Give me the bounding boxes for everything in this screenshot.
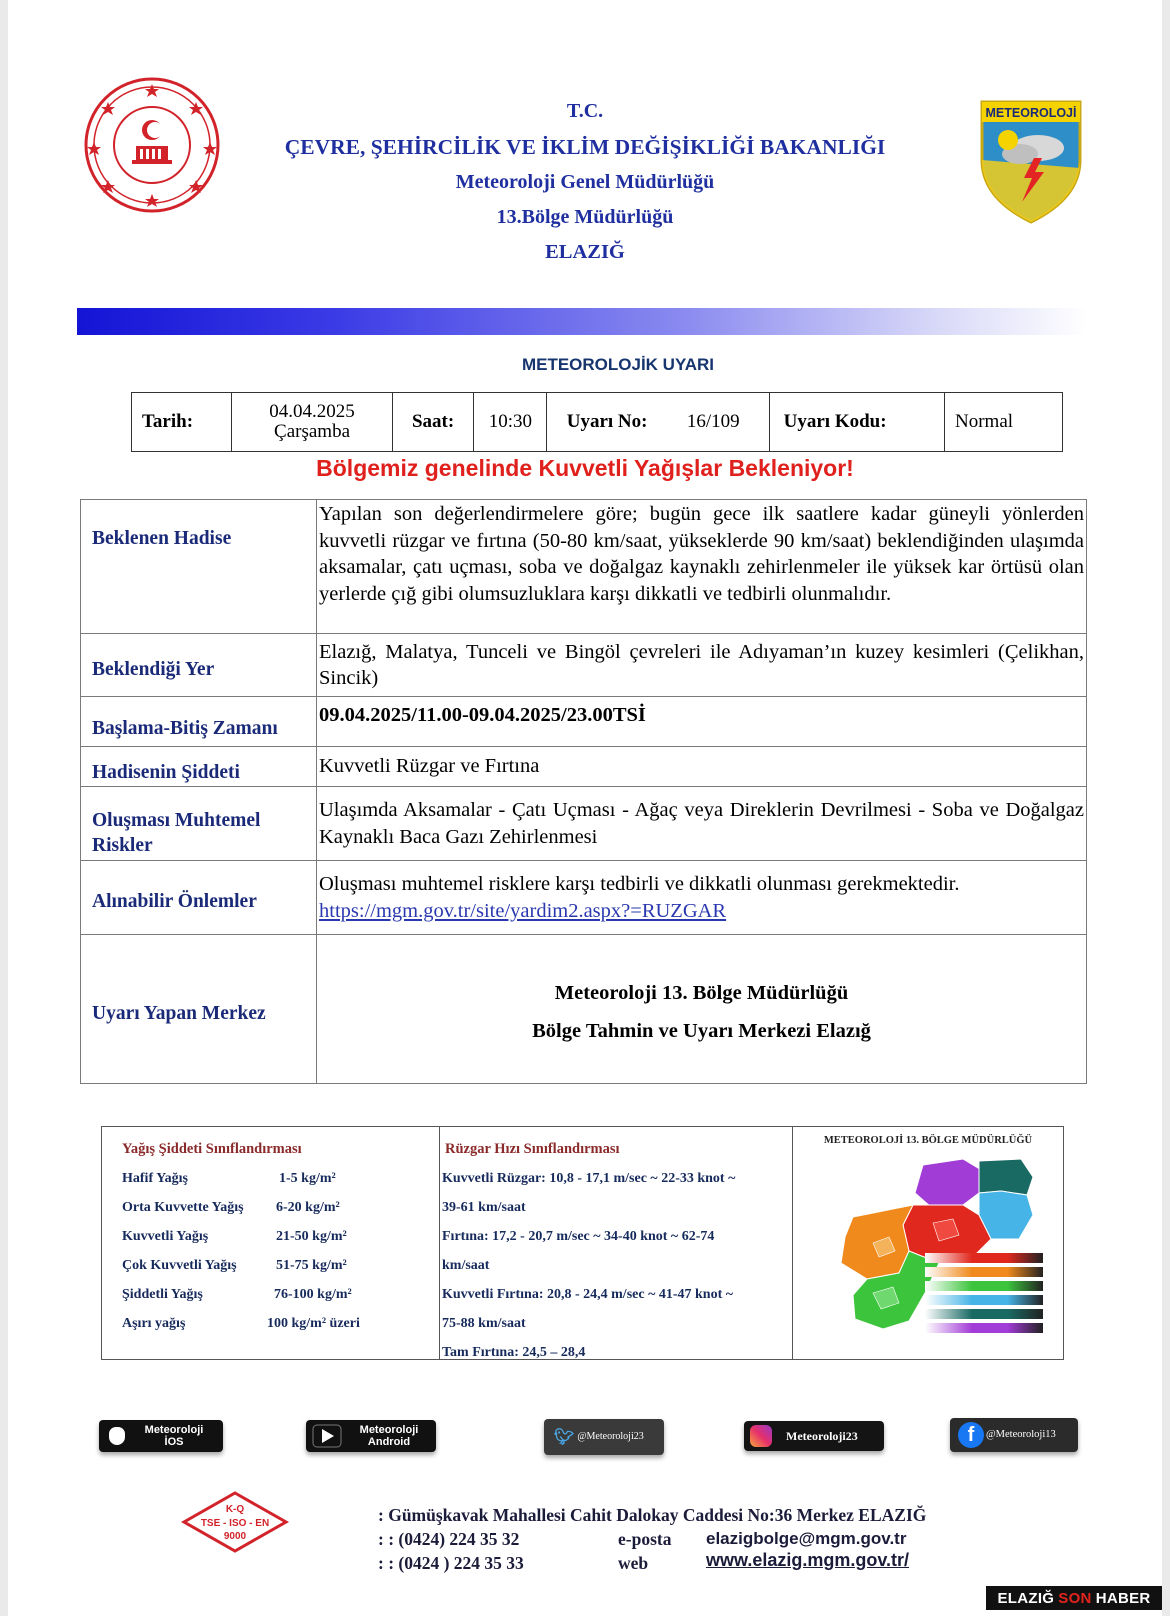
warning-headline: Bölgemiz genelinde Kuvvetli Yağışlar Bekleniyor! bbox=[316, 455, 854, 481]
warning-title: METEOROLOJİK UYARI bbox=[521, 355, 715, 374]
event-label: Beklenen Hadise bbox=[81, 500, 317, 634]
risks-label: Oluşması Muhtemel Riskler bbox=[81, 787, 317, 861]
apple-icon bbox=[109, 1427, 125, 1445]
time-value: 10:30 bbox=[474, 393, 547, 452]
date-value: 04.04.2025 bbox=[269, 401, 355, 422]
twitter-bird-icon: 🐦︎ bbox=[554, 1429, 575, 1446]
center-cell bbox=[317, 935, 1087, 1084]
footer-email-label: e-posta bbox=[618, 1529, 672, 1549]
severity-value: Kuvvetli Rüzgar ve Fırtına bbox=[317, 747, 1087, 787]
rain-row bbox=[122, 1200, 340, 1216]
google-play-icon bbox=[312, 1424, 342, 1448]
instagram-badge[interactable] bbox=[744, 1421, 884, 1451]
legend-bar bbox=[925, 1281, 1043, 1291]
legend-bar bbox=[925, 1323, 1043, 1333]
header-gradient-bar bbox=[77, 308, 1087, 335]
table-row bbox=[81, 935, 1087, 1084]
warning-no-value: 16/109 bbox=[667, 393, 769, 452]
footer-address: : Gümüşkavak Mahallesi Cahit Dalokay Caddesi No:36 Merkez ELAZIĞ bbox=[378, 1505, 927, 1525]
center-label: Uyarı Yapan Merkez bbox=[81, 935, 317, 1084]
rain-row bbox=[122, 1287, 352, 1303]
header-tc: T.C. bbox=[566, 100, 604, 122]
table-row bbox=[81, 787, 1087, 861]
classification-box bbox=[101, 1126, 1064, 1360]
badge-9000: 9000 bbox=[223, 1531, 247, 1542]
legend-bar bbox=[925, 1267, 1043, 1277]
header-directorate: Meteoroloji Genel Müdürlüğü bbox=[455, 171, 715, 193]
rain-row-value: 76-100 kg/m² bbox=[274, 1287, 352, 1302]
warning-no-label: Uyarı No: bbox=[547, 393, 667, 452]
rain-row-value: 21-50 kg/m² bbox=[276, 1229, 347, 1244]
footer-web[interactable]: www.elazig.mgm.gov.tr/ bbox=[706, 1550, 910, 1570]
event-value: Yapılan son değerlendirmelere göre; bugün gece ilk saatlere kadar güneyli yönlerden kuvvetli rüzgar ve fırtına (50-80 km/saat, yükseklerde 90 km/saat) beklendiğinden ulaşımda aksamalar, çatı uçması, soba ve doğalgaz kaynaklı zehirlenmeler ile yüksek kar örtüsü olan yerlerde çığ gibi olumsuzluklara karşı dikkatli ve tedbirli olunmalıdır. bbox=[317, 500, 1087, 634]
wind-line: 75-88 km/saat bbox=[442, 1316, 526, 1331]
center-line1: Meteoroloji 13. Bölge Müdürlüğü bbox=[554, 982, 849, 1004]
rain-row bbox=[122, 1171, 336, 1187]
footer-phone2: : : (0424 ) 224 35 33 bbox=[378, 1553, 524, 1573]
table-row bbox=[81, 747, 1087, 787]
rain-row-name: Orta Kuvvette Yağış bbox=[122, 1200, 244, 1215]
region-map-panel bbox=[793, 1127, 1063, 1359]
meteoroloji-logo-icon bbox=[978, 98, 1084, 224]
ios-badge-line2: İOS bbox=[164, 1436, 184, 1448]
instagram-icon bbox=[750, 1425, 772, 1447]
map-legend bbox=[925, 1253, 1043, 1337]
footer-web-label: web bbox=[618, 1553, 649, 1573]
measures-label: Alınabilir Önlemler bbox=[81, 861, 317, 935]
rain-row-name: Kuvvetli Yağış bbox=[122, 1229, 209, 1244]
warning-code-value: Normal bbox=[945, 393, 1063, 452]
rain-row bbox=[122, 1316, 360, 1332]
ios-app-badge[interactable] bbox=[99, 1420, 223, 1452]
watermark-badge bbox=[986, 1586, 1162, 1610]
date-label: Tarih: bbox=[132, 393, 232, 452]
rain-row-name: Şiddetli Yağış bbox=[122, 1287, 203, 1302]
twitter-handle: @Meteoroloji23 bbox=[577, 1431, 644, 1442]
wind-line: Kuvvetli Fırtına: 20,8 - 24,4 m/sec ~ 41-47 knot ~ bbox=[442, 1287, 734, 1302]
legend-bar bbox=[925, 1295, 1043, 1305]
legend-bar bbox=[925, 1253, 1043, 1263]
badge-tse: TSE - ISO - EN bbox=[200, 1518, 270, 1529]
place-label: Beklendiği Yer bbox=[81, 634, 317, 697]
period-label: Başlama-Bitiş Zamanı bbox=[81, 697, 317, 747]
rain-row-value: 100 kg/m² üzeri bbox=[267, 1316, 360, 1331]
legend-bars bbox=[925, 1253, 1043, 1333]
android-badge-line2: Android bbox=[367, 1436, 411, 1448]
table-row bbox=[81, 861, 1087, 935]
rain-row-value: 51-75 kg/m² bbox=[276, 1258, 347, 1273]
measures-link[interactable]: https://mgm.gov.tr/site/yardim2.aspx?=RUZGAR bbox=[319, 899, 727, 922]
watermark-part3: HABER bbox=[1095, 1589, 1151, 1607]
logo-text: METEOROLOJİ bbox=[985, 106, 1077, 120]
measures-value: Oluşması muhtemel risklere karşı tedbirli ve dikkatli olunması gerekmektedir. bbox=[319, 873, 960, 895]
day-value: Çarşamba bbox=[274, 421, 351, 442]
rain-row-value: 6-20 kg/m² bbox=[276, 1200, 340, 1215]
ios-badge-line1: Meteoroloji bbox=[144, 1424, 204, 1436]
table-row bbox=[81, 500, 1087, 634]
rain-row-value: 1-5 kg/m² bbox=[279, 1171, 336, 1186]
date-cell bbox=[232, 393, 393, 452]
rain-row bbox=[122, 1229, 347, 1245]
wind-class-title: Rüzgar Hızı Sınıflandırması bbox=[445, 1141, 620, 1157]
table-row bbox=[81, 634, 1087, 697]
instagram-handle: Meteoroloji23 bbox=[786, 1429, 858, 1443]
rain-class-title: Yağış Şiddeti Sınıflandırması bbox=[122, 1141, 302, 1157]
warning-details-table bbox=[80, 499, 1087, 1084]
facebook-handle: @Meteoroloji13 bbox=[986, 1429, 1056, 1440]
rain-row-name: Hafif Yağış bbox=[122, 1171, 188, 1186]
time-label: Saat: bbox=[392, 393, 473, 452]
wind-line: Kuvvetli Rüzgar: 10,8 - 17,1 m/sec ~ 22-33 knot ~ bbox=[442, 1171, 736, 1186]
footer-phone1: : : (0424) 224 35 32 bbox=[378, 1529, 520, 1549]
rain-row-name: Çok Kuvvetli Yağış bbox=[122, 1258, 237, 1273]
rain-row bbox=[122, 1258, 347, 1274]
watermark-part2: SON bbox=[1058, 1589, 1092, 1607]
header-region: 13.Bölge Müdürlüğü bbox=[496, 206, 674, 228]
footer-email[interactable]: elazigbolge@mgm.gov.tr bbox=[706, 1529, 907, 1548]
wind-line: Tam Fırtına: 24,5 – 28,4 bbox=[442, 1345, 586, 1360]
risks-value: Ulaşımda Aksamalar - Çatı Uçması - Ağaç veya Direklerin Devrilmesi - Soba ve Doğalgaz Kaynaklı Baca Gazı Zehirlenmesi bbox=[317, 787, 1087, 861]
android-badge-line1: Meteoroloji bbox=[359, 1424, 419, 1436]
rain-classification bbox=[102, 1127, 440, 1359]
wind-line: 39-61 km/saat bbox=[442, 1200, 526, 1215]
header-city: ELAZIĞ bbox=[545, 241, 625, 263]
facebook-icon: f bbox=[958, 1422, 984, 1448]
place-value: Elazığ, Malatya, Tunceli ve Bingöl çevreleri ile Adıyaman’ın kuzey kesimleri (Çelikhan, Sincik) bbox=[317, 634, 1087, 697]
legend-bar bbox=[925, 1309, 1043, 1319]
severity-label: Hadisenin Şiddeti bbox=[81, 747, 317, 787]
wind-line: km/saat bbox=[442, 1258, 490, 1273]
android-app-badge[interactable] bbox=[306, 1420, 436, 1452]
watermark-part1: ELAZIĞ bbox=[997, 1589, 1055, 1607]
map-title: METEOROLOJİ 13. BÖLGE MÜDÜRLÜĞÜ bbox=[823, 1135, 1033, 1146]
badge-kq: K-Q bbox=[225, 1504, 245, 1515]
wind-classification bbox=[440, 1127, 793, 1359]
wind-line: Fırtına: 17,2 - 20,7 m/sec ~ 34-40 knot ~ 62-74 bbox=[442, 1229, 715, 1244]
tse-iso-badge-icon bbox=[180, 1490, 290, 1554]
center-line2: Bölge Tahmin ve Uyarı Merkezi Elazığ bbox=[532, 1020, 871, 1042]
rain-row-name: Aşırı yağış bbox=[122, 1316, 186, 1331]
period-value: 09.04.2025/11.00-09.04.2025/23.00TSİ bbox=[317, 697, 1087, 747]
measures-cell bbox=[317, 861, 1087, 935]
facebook-badge[interactable] bbox=[950, 1418, 1078, 1452]
warning-info-table bbox=[131, 392, 1063, 452]
twitter-badge[interactable] bbox=[544, 1419, 664, 1455]
table-row bbox=[81, 697, 1087, 747]
header-ministry: ÇEVRE, ŞEHİRCİLİK VE İKLİM DEĞİŞİKLİĞİ BAKANLIĞI bbox=[284, 135, 886, 159]
warning-code-label: Uyarı Kodu: bbox=[769, 393, 944, 452]
